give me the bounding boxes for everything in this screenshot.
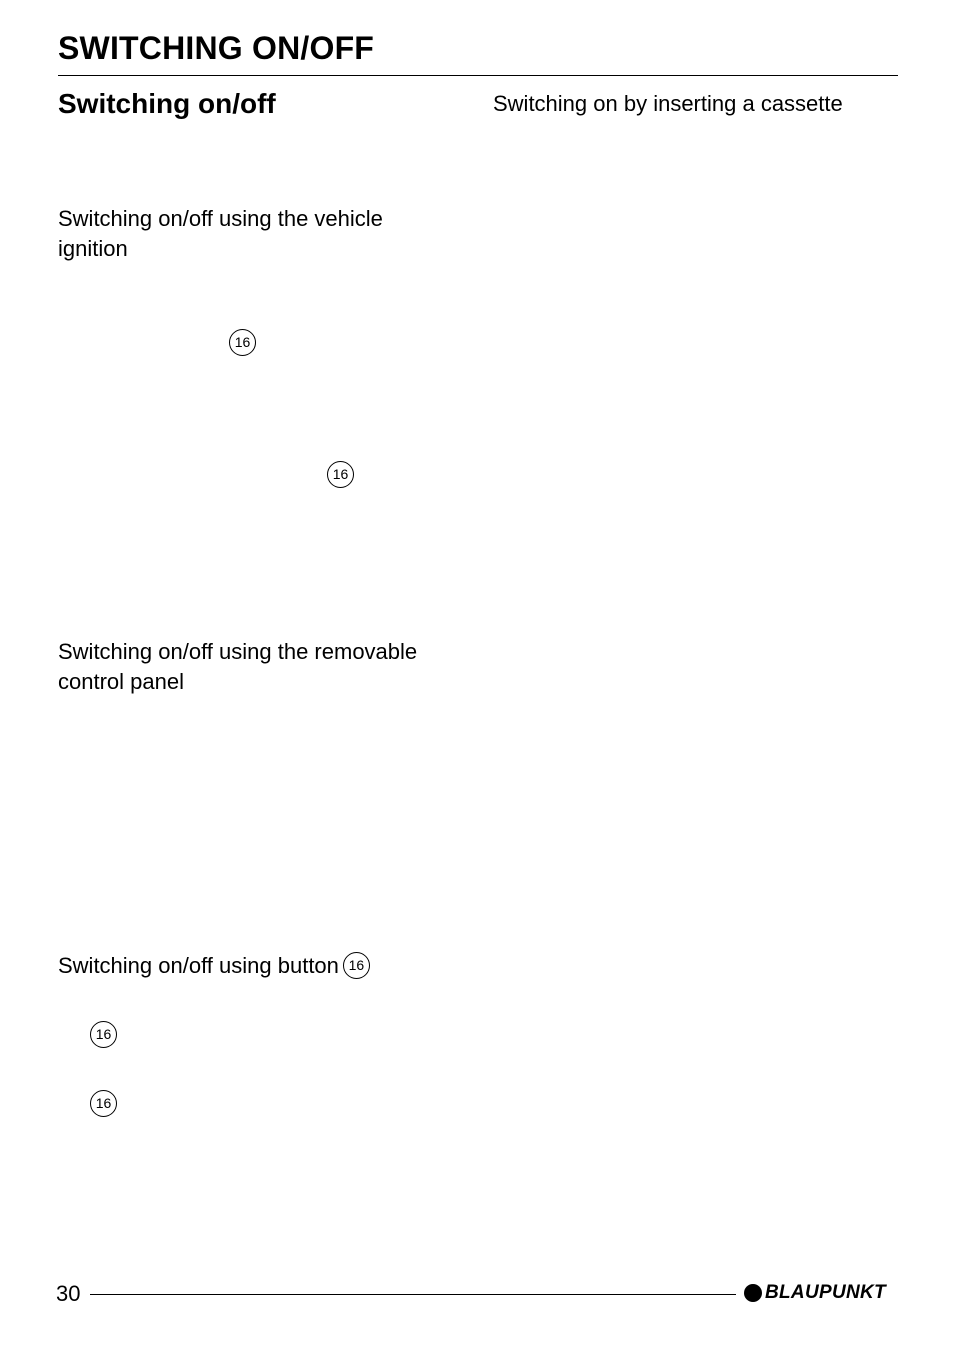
button-ref-marker: 16 xyxy=(343,952,370,979)
section-title: Switching on/off xyxy=(58,88,276,119)
page-number: 30 xyxy=(56,1281,81,1306)
subheading-button-label: Switching on/off using button xyxy=(58,953,339,978)
footer-divider xyxy=(90,1294,736,1295)
subheading-control-panel: Switching on/off using the removable control panel xyxy=(58,639,418,694)
heading-divider xyxy=(58,75,898,76)
subheading-button xyxy=(58,951,370,981)
button-ref-marker: 16 xyxy=(90,1090,117,1117)
brand-dot-icon xyxy=(744,1284,762,1302)
subheading-cassette: Switching on by inserting a cassette xyxy=(493,91,843,116)
brand-logo xyxy=(744,1282,886,1304)
button-ref-marker: 16 xyxy=(229,329,256,356)
brand-name: BLAUPUNKT xyxy=(765,1282,886,1303)
subheading-vehicle-ignition: Switching on/off using the vehicle ignition xyxy=(58,206,383,261)
button-ref-marker: 16 xyxy=(90,1021,117,1048)
button-ref-marker: 16 xyxy=(327,461,354,488)
page-heading: SWITCHING ON/OFF xyxy=(58,30,375,66)
